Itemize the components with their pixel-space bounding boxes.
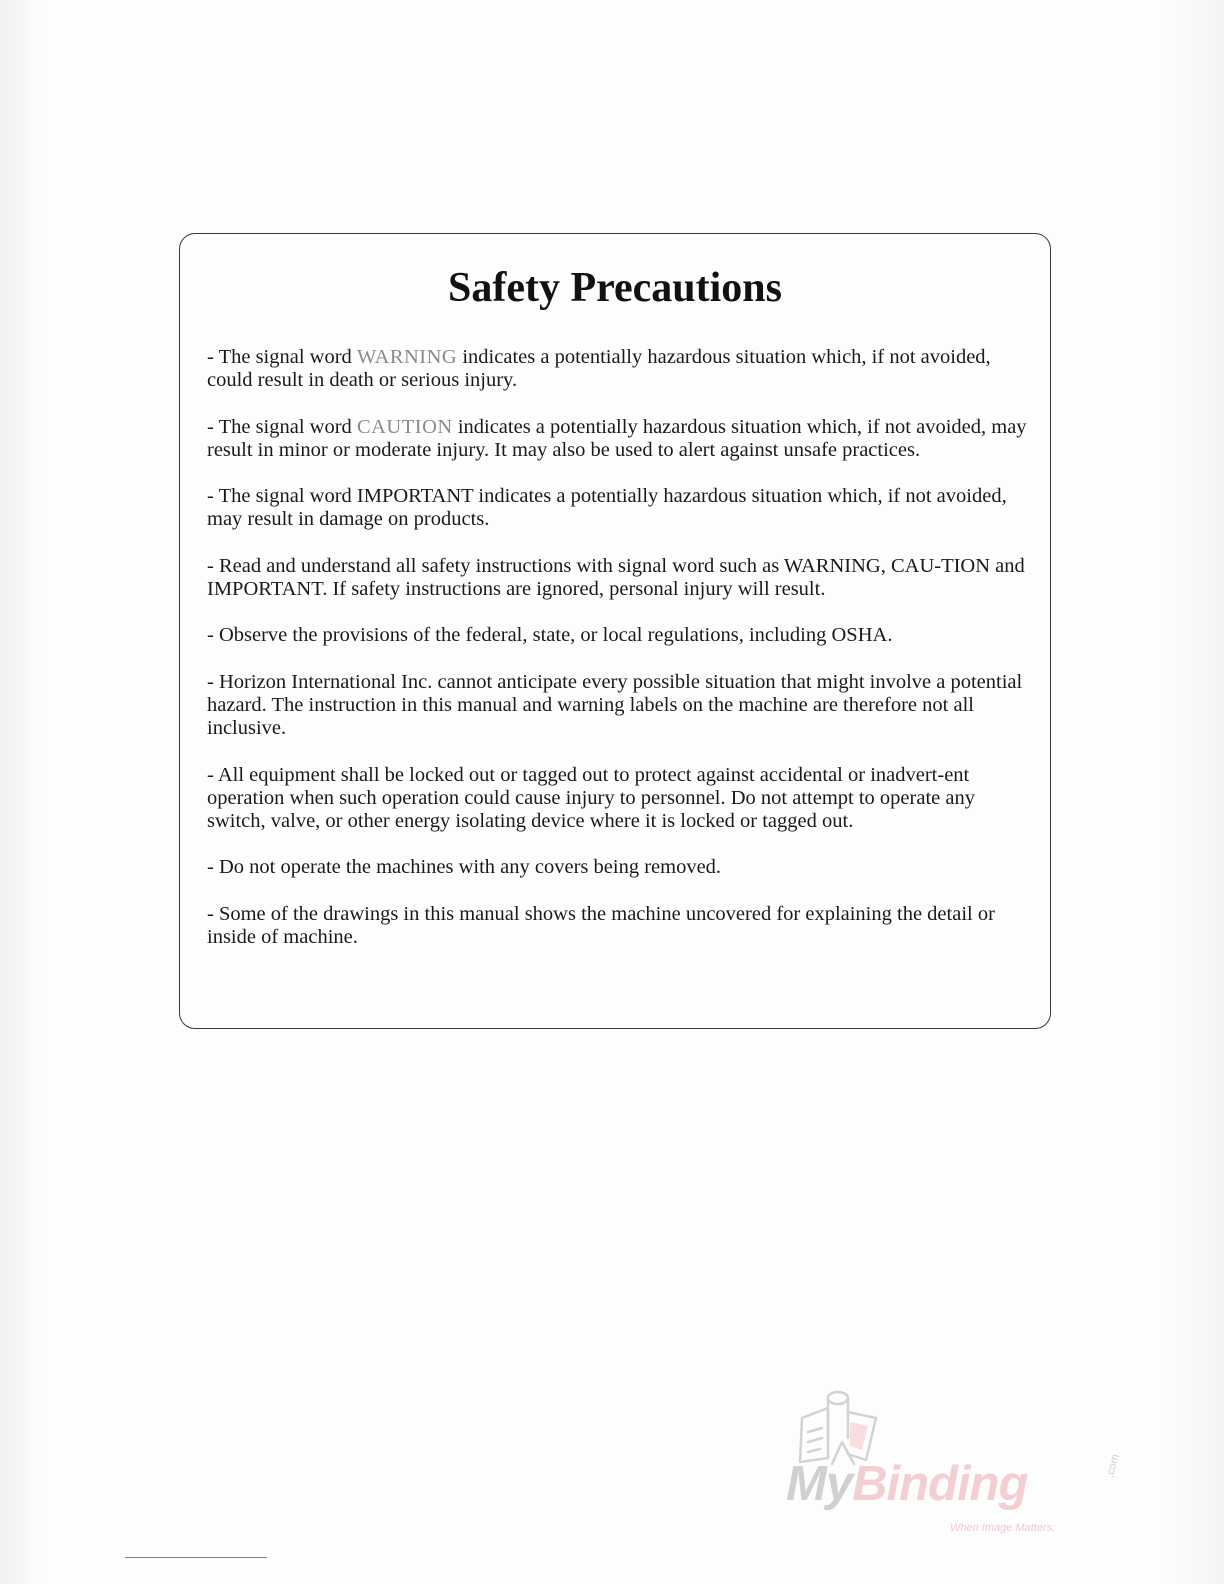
precaution-list [207,346,1027,972]
precaution-text: indicates a potentially hazardous situation which, if not avoided, could result in death or serious injury. [207,346,991,392]
precaution-lockout: - All equipment shall be locked out or tagged out to protect against accidental or inadvert-ent operation when such operation could cause injury to personnel. Do not attempt to operate any switch, valve, or other energy isolating device where it is locked or tagged out. [207,763,975,833]
precaution-text: - The signal word [207,346,357,368]
precaution-drawings: - Some of the drawings in this manual shows the machine uncovered for explaining the detail or inside of machine. [207,902,995,949]
precaution-caution [207,416,1027,463]
footer-link-underline [125,1557,267,1558]
precaution-text: - The signal word [207,415,357,438]
precaution-read-instructions: - Read and understand all safety instructions with signal word such as WARNING, CAU-TION and IMPORTANT. If safety instructions are ignored, personal injury will result. [207,554,1025,601]
brand-my: My [786,1457,853,1511]
brand-wordmark [786,1456,1027,1512]
brand-tagline: When Image Matters. [950,1522,1056,1534]
precaution-warning [207,346,1027,393]
page-edge-shadow [1164,0,1224,1584]
precaution-text: indicates a potentially hazardous situation which, if not avoided, may result in minor or moderate injury. It may also be used to alert against unsafe practices. [207,415,1027,461]
precaution-important: - The signal word IMPORTANT indicates a potentially hazardous situation which, if not avoided, may result in damage on products. [207,485,1007,531]
signal-word-caution: CAUTION [356,415,453,438]
precaution-regulations: - Observe the provisions of the federal, state, or local regulations, including OSHA. [207,624,893,647]
page-edge-shadow [0,0,42,1584]
brand-binding: Binding [852,1457,1028,1511]
notice-title: Safety Precautions [447,265,782,311]
mybinding-watermark-logo [782,1384,1132,1534]
safety-notice-box [179,233,1051,1029]
brand-tld: .com [1104,1452,1122,1480]
precaution-disclaimer: - Horizon International Inc. cannot anticipate every possible situation that might involve a potential hazard. The instruction in this manual and warning labels on the machine are therefore not all inclusive. [207,670,1023,740]
signal-word-warning: WARNING [356,346,458,368]
precaution-covers: - Do not operate the machines with any covers being removed. [207,856,722,879]
